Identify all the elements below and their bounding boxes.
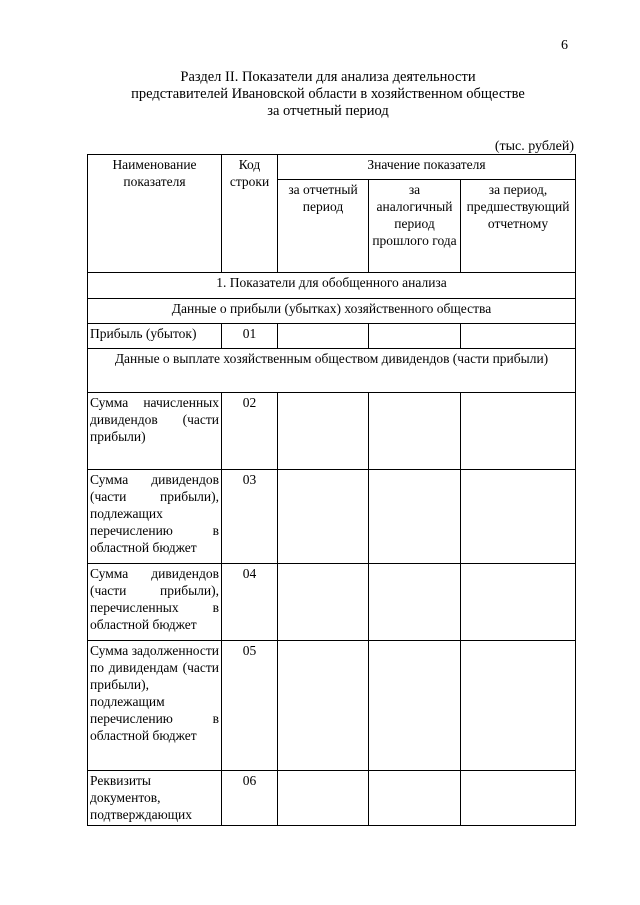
value-cell — [369, 564, 461, 641]
title-line-3: за отчетный период — [267, 103, 389, 119]
value-cell — [278, 641, 369, 771]
header-prior-year-period: за аналогичный период прошлого года — [369, 180, 461, 273]
section-row — [88, 273, 576, 299]
value-cell — [369, 324, 461, 349]
value-cell — [278, 324, 369, 349]
row-code: 06 — [222, 771, 278, 826]
value-cell — [369, 470, 461, 564]
row-code: 04 — [222, 564, 278, 641]
subsection-profit-header: Данные о прибыли (убытках) хозяйственного общества — [88, 299, 576, 324]
row-name: Сумма задолженности по дивидендам (части прибыли), подлежащим перечислению в областной бюджет — [88, 641, 222, 771]
section-1-header: 1. Показатели для обобщенного анализа — [88, 273, 576, 299]
subsection-dividends-header: Данные о выплате хозяйственным обществом дивидендов (части прибыли) — [88, 349, 576, 393]
row-code: 02 — [222, 393, 278, 470]
section-title — [60, 69, 596, 120]
header-code: Код строки — [222, 155, 278, 273]
value-cell — [461, 771, 576, 826]
subsection-row — [88, 299, 576, 324]
value-cell — [278, 771, 369, 826]
header-name: Наименование показателя — [88, 155, 222, 273]
row-name: Реквизиты документов, подтверждающих — [88, 771, 222, 826]
header-value: Значение показателя — [278, 155, 576, 180]
row-name: Прибыль (убыток) — [88, 324, 222, 349]
value-cell — [461, 641, 576, 771]
header-current-period: за отчетный период — [278, 180, 369, 273]
row-name: Сумма начисленных дивидендов (части прибыли) — [88, 393, 222, 470]
table-row — [88, 641, 576, 771]
row-code: 03 — [222, 470, 278, 564]
value-cell — [278, 393, 369, 470]
value-cell — [369, 393, 461, 470]
value-cell — [278, 470, 369, 564]
value-cell — [461, 393, 576, 470]
row-code: 01 — [222, 324, 278, 349]
unit-note: (тыс. рублей) — [494, 139, 574, 154]
value-cell — [369, 771, 461, 826]
value-cell — [461, 324, 576, 349]
subsection-row — [88, 349, 576, 393]
table-row — [88, 324, 576, 349]
table-row — [88, 470, 576, 564]
page-number: 6 — [561, 38, 568, 53]
row-name: Сумма дивидендов (части прибыли), перечисленных в областной бюджет — [88, 564, 222, 641]
value-cell — [461, 564, 576, 641]
value-cell — [369, 641, 461, 771]
value-cell — [461, 470, 576, 564]
table-row — [88, 771, 576, 826]
indicators-table — [87, 154, 576, 826]
value-cell — [278, 564, 369, 641]
header-preceding-period: за период, предшествующий отчетному — [461, 180, 576, 273]
title-line-1: Раздел II. Показатели для анализа деятельности — [180, 69, 476, 85]
table-row — [88, 393, 576, 470]
row-name: Сумма дивидендов (части прибыли), подлежащих перечислению в областной бюджет — [88, 470, 222, 564]
table-row — [88, 564, 576, 641]
title-line-2: представителей Ивановской области в хозяйственном обществе — [131, 86, 525, 102]
row-code: 05 — [222, 641, 278, 771]
header-row-1 — [88, 155, 576, 180]
